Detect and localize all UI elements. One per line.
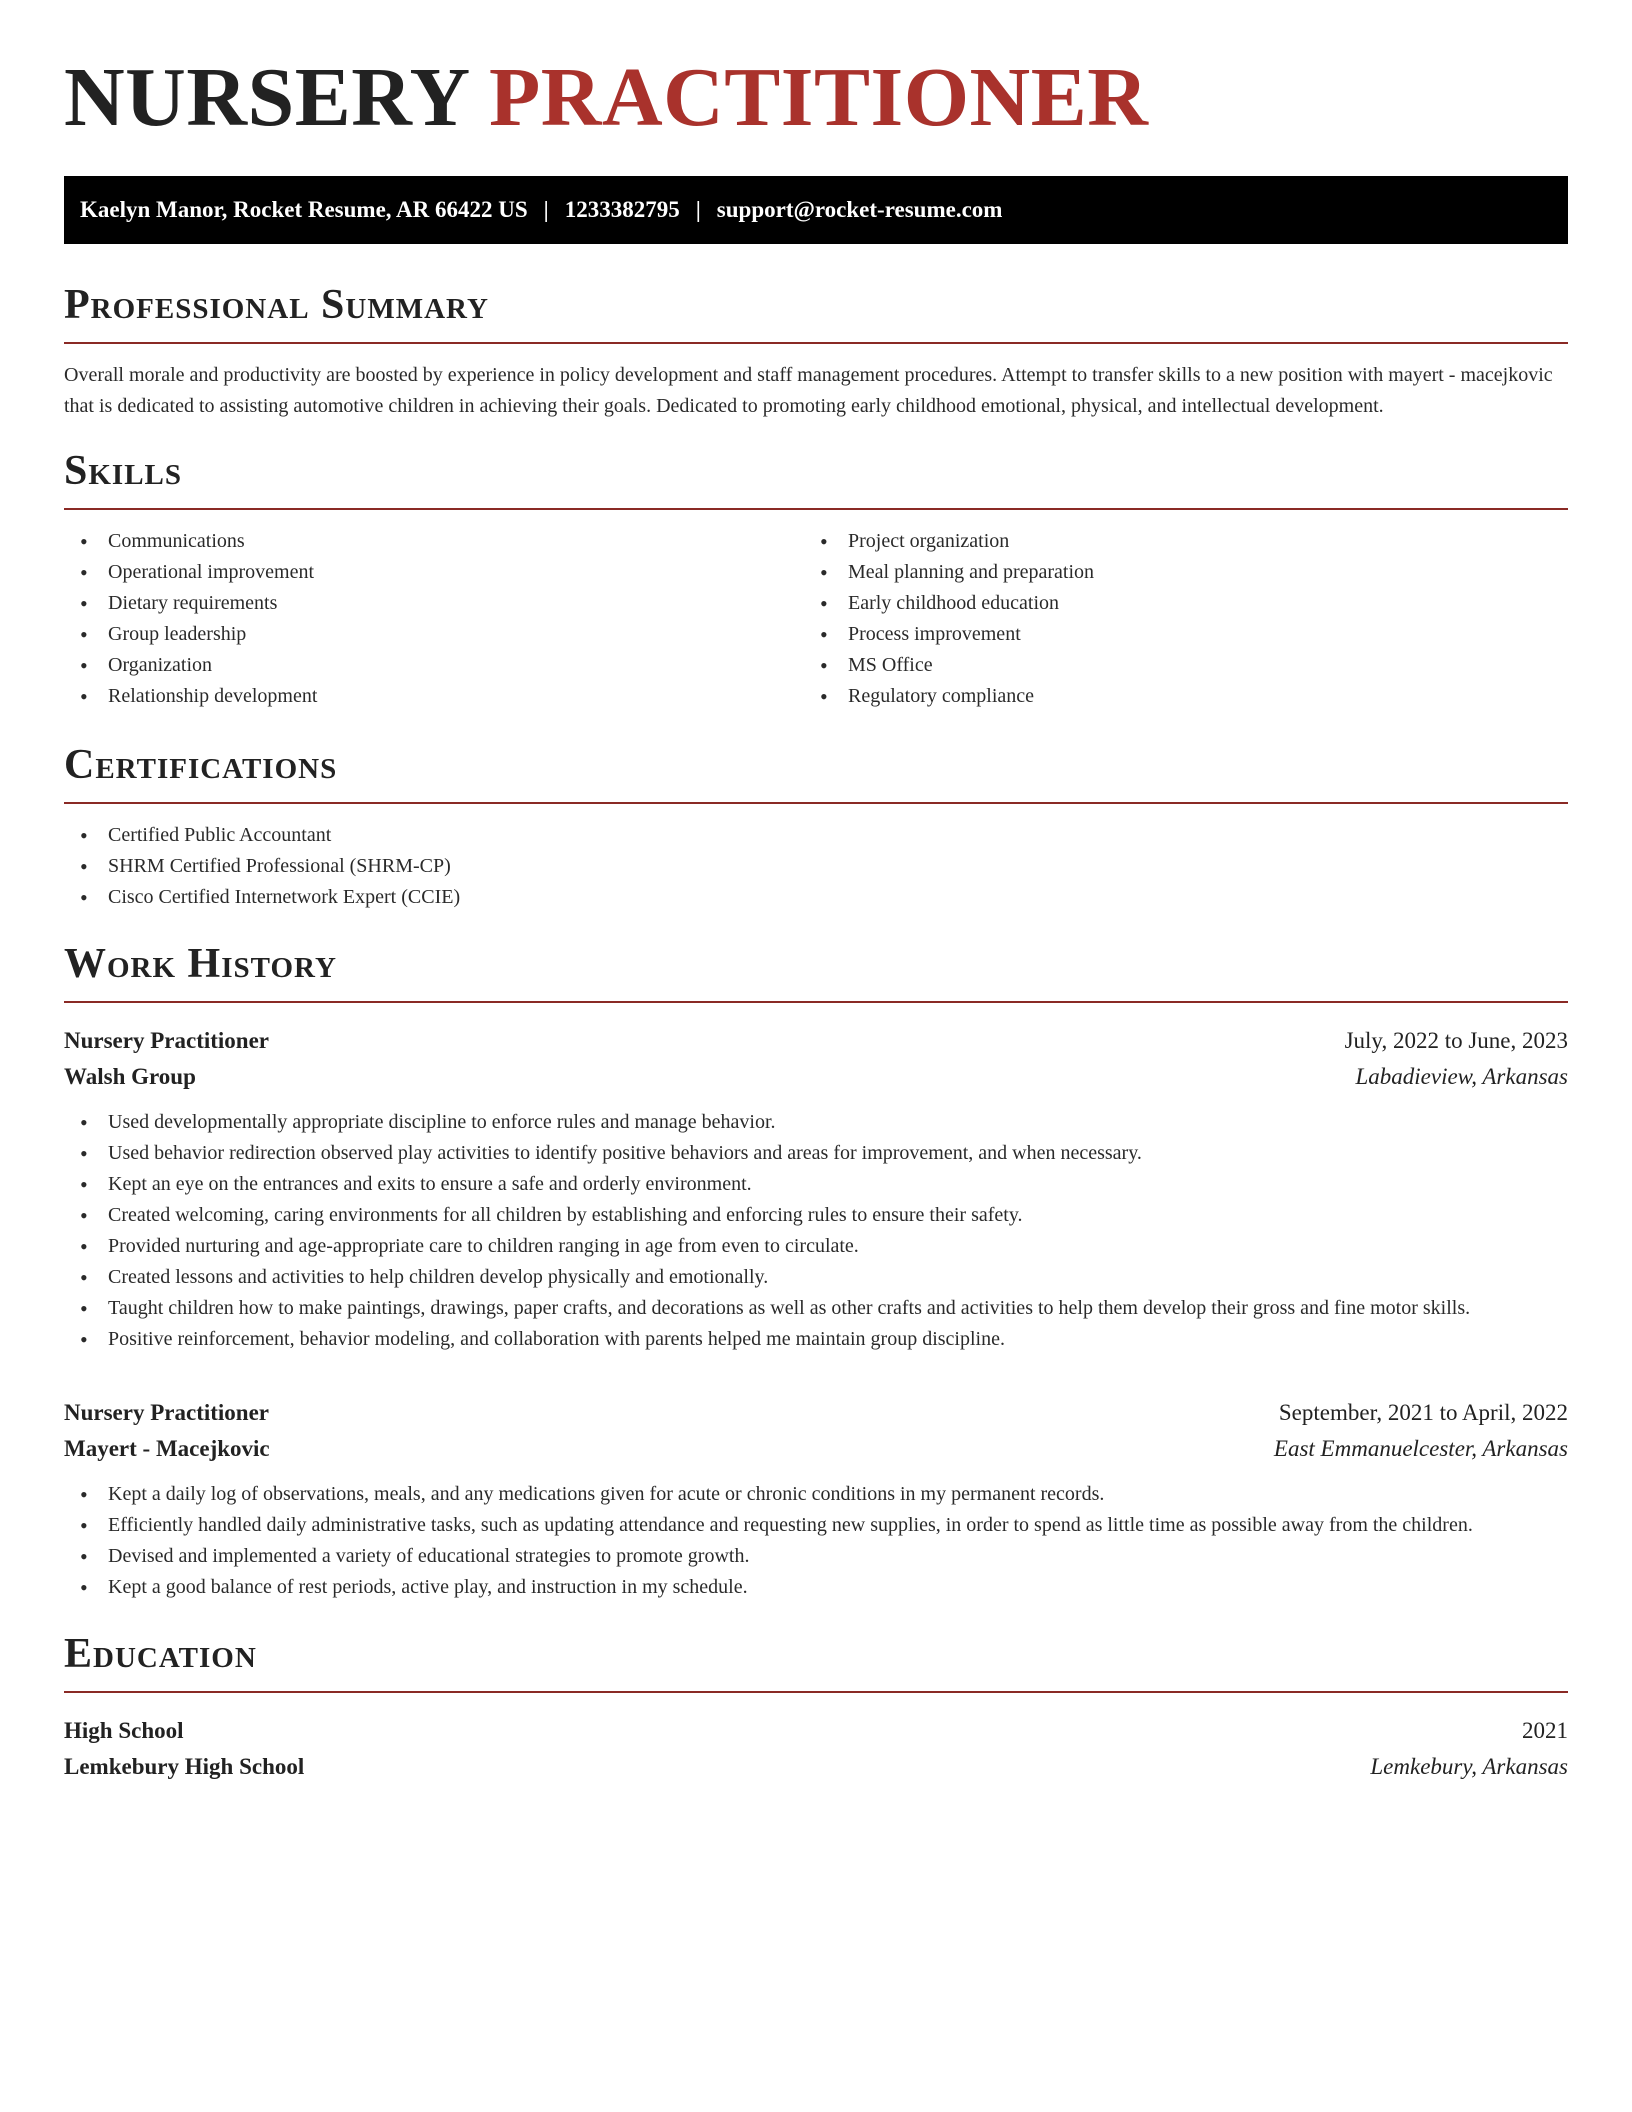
contact-separator: | xyxy=(695,197,701,222)
education-school: Lemkebury High School xyxy=(64,1754,305,1779)
skills-section xyxy=(64,450,1568,712)
summary-section xyxy=(64,284,1568,422)
job-bullet: • Devised and implemented a variety of educational strategies to promote growth. xyxy=(64,1541,1568,1572)
certification-item: • Cisco Certified Internetwork Expert (CCIE) xyxy=(64,882,1568,913)
job-bullet: • Taught children how to make paintings, drawings, paper crafts, and decorations as well as other crafts and activities to help them develop their gross and fine motor skills. xyxy=(64,1293,1568,1324)
skill-item: • Dietary requirements xyxy=(64,588,804,619)
skill-item: • Relationship development xyxy=(64,681,804,712)
skill-item: • Regulatory compliance xyxy=(804,681,1544,712)
contact-separator: | xyxy=(543,197,549,222)
job-company-row xyxy=(64,1059,1568,1095)
skill-item: • Communications xyxy=(64,526,804,557)
skill-item: • Meal planning and preparation xyxy=(804,557,1544,588)
skills-list-right xyxy=(804,526,1544,712)
resume-name-heading xyxy=(64,51,1568,148)
job-bullet: • Kept a good balance of rest periods, active play, and instruction in my schedule. xyxy=(64,1572,1568,1603)
education-section xyxy=(64,1633,1568,1785)
education-degree: High School xyxy=(64,1718,184,1743)
job-dates: July, 2022 to June, 2023 xyxy=(1344,1028,1568,1053)
skills-list-left xyxy=(64,526,804,712)
section-title-work-history: Work History xyxy=(64,943,1568,1003)
job-header-row xyxy=(64,1395,1568,1431)
job-bullet: • Used behavior redirection observed play activities to identify positive behaviors and areas for improvement, and when necessary. xyxy=(64,1138,1568,1169)
job-company: Mayert - Macejkovic xyxy=(64,1436,270,1461)
skill-item: • MS Office xyxy=(804,650,1544,681)
section-title-certifications: Certifications xyxy=(64,744,1568,804)
job-company-row xyxy=(64,1431,1568,1467)
job-bullet: • Created welcoming, caring environments for all children by establishing and enforcing rules to ensure their safety. xyxy=(64,1200,1568,1231)
education-entry xyxy=(64,1713,1568,1785)
job-bullet: • Created lessons and activities to help children develop physically and emotionally. xyxy=(64,1262,1568,1293)
work-history-section xyxy=(64,943,1568,1603)
contact-email[interactable]: support@rocket-resume.com xyxy=(716,197,1003,222)
name-first: NURSERY xyxy=(64,51,468,144)
skill-item: • Group leadership xyxy=(64,619,804,650)
job-entry xyxy=(64,1023,1568,1355)
education-year: 2021 xyxy=(1522,1718,1568,1743)
certification-item: • SHRM Certified Professional (SHRM-CP) xyxy=(64,851,1568,882)
resume-page xyxy=(64,51,1568,1785)
skill-item: • Organization xyxy=(64,650,804,681)
job-bullet: • Provided nurturing and age-appropriate care to children ranging in age from even to circulate. xyxy=(64,1231,1568,1262)
summary-text: Overall morale and productivity are boosted by experience in policy development and staff management procedures. Attempt to transfer skills to a new position with mayert - macejkovic that is dedicated to assisting automotive children in achieving their goals. Dedicated to promoting early childhood emotional, physical, and intellectual development. xyxy=(64,364,1553,417)
job-header-row xyxy=(64,1023,1568,1059)
skill-item: • Process improvement xyxy=(804,619,1544,650)
education-location: Lemkebury, Arkansas xyxy=(1370,1754,1568,1779)
certification-item: • Certified Public Accountant xyxy=(64,820,1568,851)
skill-item: • Project organization xyxy=(804,526,1544,557)
skills-grid xyxy=(64,526,1568,712)
job-location: East Emmanuelcester, Arkansas xyxy=(1273,1436,1568,1461)
job-bullet: • Kept an eye on the entrances and exits to ensure a safe and orderly environment. xyxy=(64,1169,1568,1200)
section-title-education: Education xyxy=(64,1633,1568,1693)
job-title: Nursery Practitioner xyxy=(64,1400,270,1425)
job-title: Nursery Practitioner xyxy=(64,1028,270,1053)
job-bullet: • Used developmentally appropriate discipline to enforce rules and manage behavior. xyxy=(64,1107,1568,1138)
section-title-summary: Professional Summary xyxy=(64,284,1568,344)
job-bullet: • Positive reinforcement, behavior modeling, and collaboration with parents helped me maintain group discipline. xyxy=(64,1324,1568,1355)
certifications-list xyxy=(64,820,1568,913)
job-location: Labadieview, Arkansas xyxy=(1355,1064,1568,1089)
skill-item: • Operational improvement xyxy=(64,557,804,588)
job-bullet: • Kept a daily log of observations, meals, and any medications given for acute or chronic conditions in my permanent records. xyxy=(64,1479,1568,1510)
job-bullet: • Efficiently handled daily administrative tasks, such as updating attendance and requesting new supplies, in order to spend as little time as possible away from the children. xyxy=(64,1510,1568,1541)
job-bullets xyxy=(64,1107,1568,1355)
education-header-row xyxy=(64,1713,1568,1749)
education-school-row xyxy=(64,1749,1568,1785)
job-company: Walsh Group xyxy=(64,1064,196,1089)
section-title-skills: Skills xyxy=(64,450,1568,510)
job-dates: September, 2021 to April, 2022 xyxy=(1278,1400,1568,1425)
contact-phone[interactable]: 1233382795 xyxy=(564,197,680,222)
certifications-section xyxy=(64,744,1568,913)
name-last: PRACTITIONER xyxy=(488,51,1149,144)
skill-item: • Early childhood education xyxy=(804,588,1544,619)
job-bullets xyxy=(64,1479,1568,1603)
contact-bar xyxy=(64,176,1568,244)
contact-address: Kaelyn Manor, Rocket Resume, AR 66422 US xyxy=(80,197,528,222)
job-entry xyxy=(64,1395,1568,1603)
